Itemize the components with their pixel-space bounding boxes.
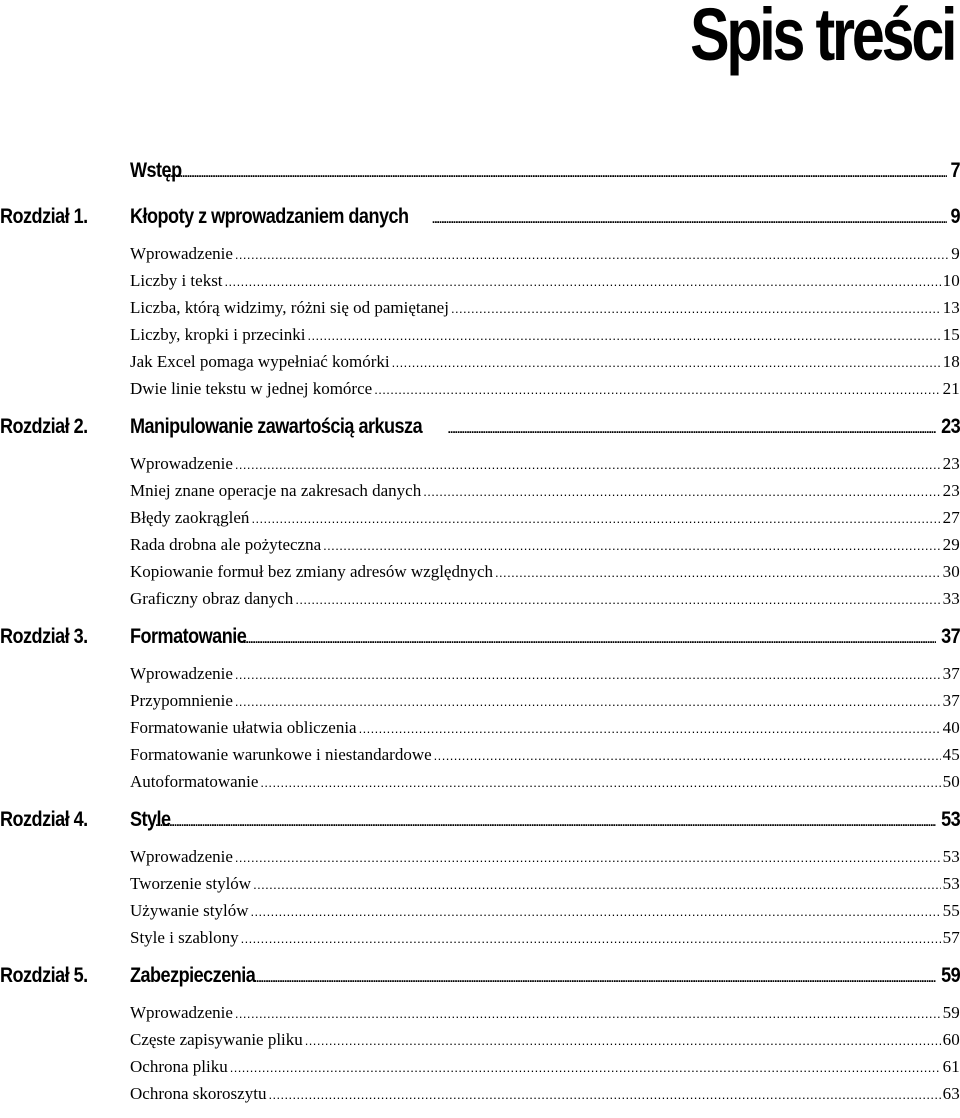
toc-entry-line	[130, 745, 960, 765]
chapter-title: Kłopoty z wprowadzaniem danych	[130, 205, 409, 228]
toc-entry-line	[130, 901, 960, 921]
toc-entry-title: Liczba, którą widzimy, różni się od pamiętanej	[130, 298, 449, 317]
chapter-heading[interactable]	[0, 623, 960, 655]
dot-leader	[451, 301, 941, 316]
chapter-page: 37	[940, 625, 960, 648]
toc-entry-line	[130, 874, 960, 894]
dot-leader	[235, 667, 941, 682]
toc-entry-page: 53	[942, 847, 960, 866]
dot-leader	[230, 1060, 941, 1075]
toc-entry-line	[130, 244, 960, 264]
chapter-heading[interactable]	[0, 806, 960, 838]
toc-entry-page: 18	[942, 352, 960, 371]
toc-entry-page: 23	[942, 481, 960, 500]
dot-leader	[307, 328, 940, 343]
toc-entry-line	[130, 508, 960, 528]
dot-leader	[235, 457, 941, 472]
toc-entry-line	[130, 718, 960, 738]
toc-entry[interactable]	[0, 661, 960, 688]
toc-entry-title: Autoformatowanie	[130, 772, 259, 791]
toc-entry[interactable]	[0, 349, 960, 376]
toc-entry[interactable]	[0, 1081, 960, 1108]
dot-leader	[243, 632, 936, 646]
chapter-label: Rozdział 1.	[0, 205, 88, 228]
chapter-page: 59	[940, 964, 960, 987]
toc-entry-page: 37	[942, 664, 960, 683]
toc-entry-title: Wprowadzenie	[130, 244, 233, 263]
toc-entry-line	[130, 1003, 960, 1023]
toc-entry-page: 59	[942, 1003, 960, 1022]
toc-entry-title: Błędy zaokrągleń	[130, 508, 250, 527]
table-of-contents	[0, 157, 960, 1118]
toc-entry-line	[130, 1084, 960, 1104]
dot-leader	[235, 850, 941, 865]
toc-entry-title: Liczby, kropki i przecinki	[130, 325, 306, 344]
toc-entry-line	[130, 298, 960, 318]
dot-leader	[495, 565, 941, 580]
chapter-label: Rozdział 5.	[0, 964, 88, 987]
dot-leader	[241, 931, 941, 946]
toc-entry-page: 61	[942, 1057, 960, 1076]
toc-entry[interactable]	[0, 268, 960, 295]
chapter-list	[0, 203, 960, 1108]
toc-intro-line	[130, 159, 960, 183]
toc-entry-title: Formatowanie ułatwia obliczenia	[130, 718, 357, 737]
toc-entry-title: Wprowadzenie	[130, 454, 233, 473]
toc-entry-title: Formatowanie warunkowe i niestandardowe	[130, 745, 432, 764]
dot-leader	[423, 484, 940, 499]
toc-entry-title: Dwie linie tekstu w jednej komórce	[130, 379, 373, 398]
toc-entry-page: 33	[942, 589, 960, 608]
dot-leader	[251, 511, 940, 526]
toc-entry-page: 30	[942, 562, 960, 581]
toc-entry-title: Jak Excel pomaga wypełniać komórki	[130, 352, 390, 371]
chapter-heading-line	[130, 625, 960, 649]
chapter-section	[0, 623, 960, 796]
chapter-title: Formatowanie	[130, 625, 247, 648]
toc-entry-page: 57	[942, 928, 960, 947]
toc-entry-page: 63	[942, 1084, 960, 1103]
toc-entry-title: Przypomnienie	[130, 691, 233, 710]
dot-leader	[235, 1006, 941, 1021]
toc-entry-line	[130, 325, 960, 345]
chapter-heading-line	[130, 415, 960, 439]
chapter-heading-line	[130, 808, 960, 832]
toc-entry[interactable]	[0, 715, 960, 742]
toc-entry-page: 21	[942, 379, 960, 398]
toc-entry-line	[130, 352, 960, 372]
toc-entry-page: 60	[942, 1030, 960, 1049]
chapter-heading[interactable]	[0, 203, 960, 235]
dot-leader	[254, 971, 936, 985]
toc-entry-page: 15	[942, 325, 960, 344]
toc-entry[interactable]	[0, 376, 960, 403]
dot-leader	[359, 721, 941, 736]
toc-entry-line	[130, 535, 960, 555]
toc-entry[interactable]	[0, 451, 960, 478]
toc-entry-page: 53	[942, 874, 960, 893]
toc-entry-line	[130, 1057, 960, 1077]
toc-entry-title: Mniej znane operacje na zakresach danych	[130, 481, 422, 500]
dot-leader	[155, 815, 936, 829]
toc-entry[interactable]	[0, 844, 960, 871]
chapter-page: 9	[950, 205, 960, 228]
dot-leader	[235, 694, 941, 709]
toc-entry-line	[130, 379, 960, 399]
chapter-section	[0, 203, 960, 403]
chapter-page: 23	[940, 415, 960, 438]
chapter-title: Manipulowanie zawartością arkusza	[130, 415, 423, 438]
toc-entry-page: 45	[942, 745, 960, 764]
toc-entry-title: Wprowadzenie	[130, 1003, 233, 1022]
toc-entry-page: 27	[942, 508, 960, 527]
toc-entry-title: Wprowadzenie	[130, 664, 233, 683]
toc-entry-line	[130, 589, 960, 609]
dot-leader	[253, 877, 941, 892]
dot-leader	[235, 247, 949, 262]
toc-entry[interactable]	[0, 322, 960, 349]
dot-leader	[251, 904, 941, 919]
chapter-heading[interactable]	[0, 413, 960, 445]
dot-leader	[168, 166, 947, 180]
toc-entry-page: 9	[951, 244, 960, 263]
dot-leader	[225, 274, 941, 289]
dot-leader	[323, 538, 940, 553]
toc-intro-title: Wstęp	[130, 159, 182, 182]
toc-entry[interactable]	[0, 1000, 960, 1027]
toc-entry-title: Ochrona pliku	[130, 1057, 228, 1076]
toc-entry-page: 29	[942, 535, 960, 554]
chapter-label: Rozdział 4.	[0, 808, 88, 831]
toc-entry-title: Graficzny obraz danych	[130, 589, 294, 608]
dot-leader	[448, 422, 936, 436]
toc-entry-title: Tworzenie stylów	[130, 874, 252, 893]
toc-entry-line	[130, 454, 960, 474]
toc-entry[interactable]	[0, 586, 960, 613]
toc-entry-title: Używanie stylów	[130, 901, 249, 920]
toc-entry[interactable]	[0, 505, 960, 532]
toc-entry-title: Rada drobna ale pożyteczna	[130, 535, 322, 554]
chapter-label: Rozdział 2.	[0, 415, 88, 438]
toc-entry-page: 50	[942, 772, 960, 791]
toc-entry-line	[130, 691, 960, 711]
dot-leader	[268, 1087, 940, 1102]
toc-entry-title: Częste zapisywanie pliku	[130, 1030, 303, 1049]
toc-entry-line	[130, 664, 960, 684]
toc-entry-line	[130, 772, 960, 792]
toc-entry-page: 55	[942, 901, 960, 920]
dot-leader	[295, 592, 940, 607]
toc-entry[interactable]	[0, 295, 960, 322]
toc-entry[interactable]	[0, 688, 960, 715]
dot-leader	[305, 1033, 941, 1048]
toc-entry-line	[130, 271, 960, 291]
chapter-section	[0, 962, 960, 1108]
toc-entry-title: Ochrona skoroszytu	[130, 1084, 267, 1103]
toc-entry-line	[130, 1030, 960, 1050]
toc-entry-title: Kopiowanie formuł bez zmiany adresów względnych	[130, 562, 494, 581]
toc-entry-page: 13	[942, 298, 960, 317]
chapter-section	[0, 413, 960, 613]
toc-entry-title: Style i szablony	[130, 928, 239, 947]
chapter-title: Style	[130, 808, 171, 831]
toc-entry[interactable]	[0, 742, 960, 769]
toc-entry[interactable]	[0, 1027, 960, 1054]
dot-leader	[374, 382, 940, 397]
toc-entry[interactable]	[0, 898, 960, 925]
toc-entry-page: 40	[942, 718, 960, 737]
toc-entry-page: 23	[942, 454, 960, 473]
page-title: Spis treści	[689, 0, 954, 76]
toc-entry[interactable]	[0, 241, 960, 268]
toc-entry-line	[130, 928, 960, 948]
toc-entry-page: 10	[942, 271, 960, 290]
toc-entry[interactable]	[0, 559, 960, 586]
toc-entry-line	[130, 562, 960, 582]
dot-leader	[392, 355, 941, 370]
toc-entry[interactable]	[0, 478, 960, 505]
toc-intro-page: 7	[950, 159, 960, 182]
toc-intro-row[interactable]	[0, 157, 960, 189]
toc-entry-title: Wprowadzenie	[130, 847, 233, 866]
chapter-label: Rozdział 3.	[0, 625, 88, 648]
dot-leader	[260, 775, 940, 790]
dot-leader	[434, 748, 941, 763]
toc-entry-line	[130, 481, 960, 501]
chapter-title: Zabezpieczenia	[130, 964, 256, 987]
dot-leader	[432, 212, 947, 226]
chapter-page: 53	[940, 808, 960, 831]
toc-entry[interactable]	[0, 532, 960, 559]
chapter-heading[interactable]	[0, 962, 960, 994]
toc-entry[interactable]	[0, 871, 960, 898]
toc-entry[interactable]	[0, 769, 960, 796]
chapter-heading-line	[130, 205, 960, 229]
chapter-heading-line	[130, 964, 960, 988]
toc-entry-title: Liczby i tekst	[130, 271, 223, 290]
toc-entry[interactable]	[0, 1054, 960, 1081]
toc-entry-line	[130, 847, 960, 867]
chapter-section	[0, 806, 960, 952]
toc-entry-page: 37	[942, 691, 960, 710]
toc-entry[interactable]	[0, 925, 960, 952]
